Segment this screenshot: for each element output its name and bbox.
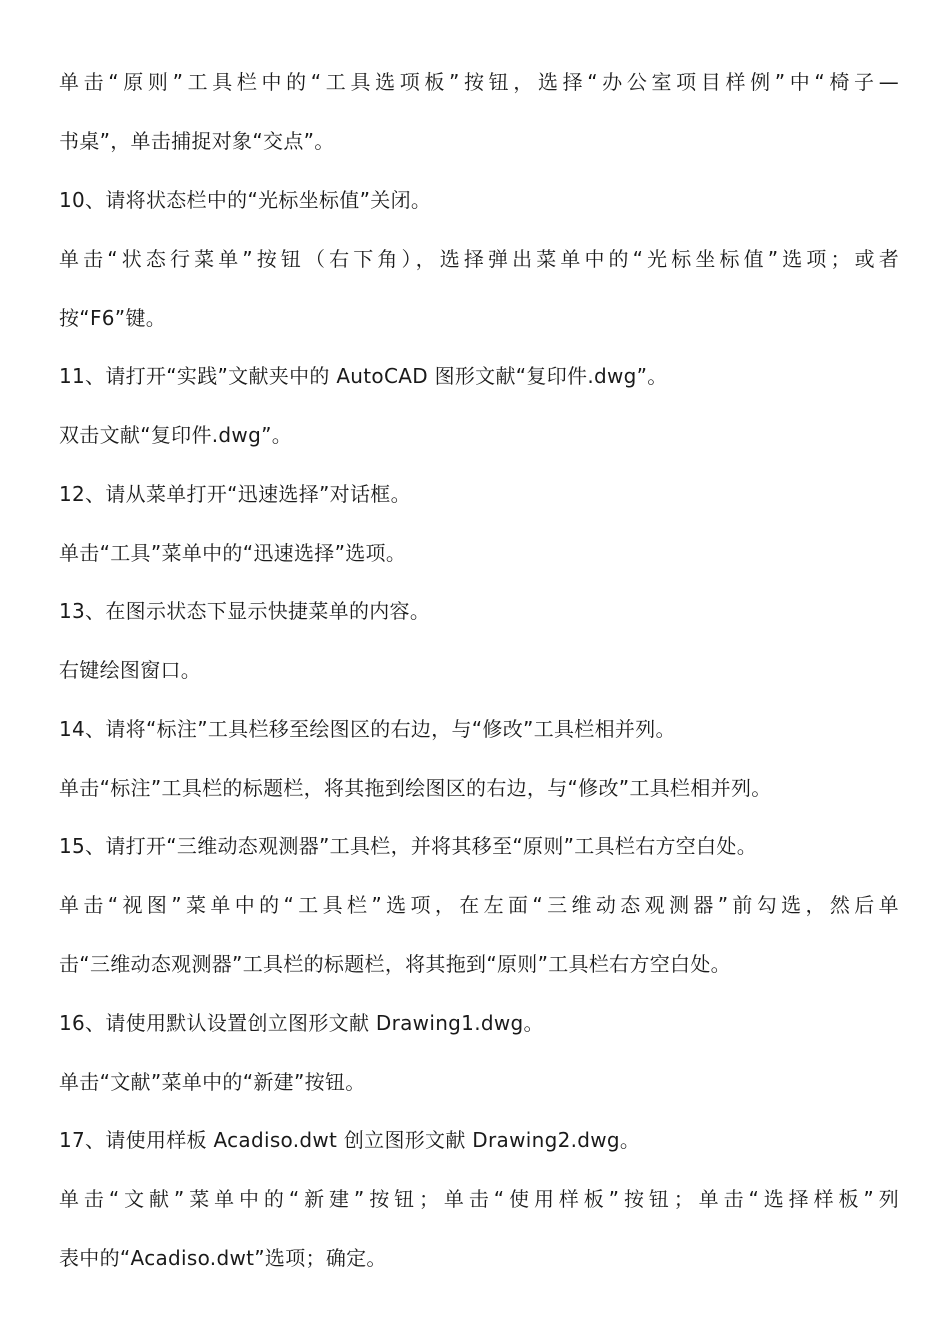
- text-line-1: 单击“原则”工具栏中的“工具选项板”按钮，选择“办公室项目样例”中“椅子—: [59, 70, 899, 94]
- text-line-2: 书桌”，单击捕捉对象“交点”。: [59, 129, 335, 153]
- text-line-9: 单击“工具”菜单中的“迅速选择”选项。: [59, 541, 407, 565]
- text-line-4: 单击“状态行菜单”按钮（右下角），选择弹出菜单中的“光标坐标值”选项；或者: [59, 247, 899, 271]
- text-line-17: 16、请使用默认设置创立图形文献 Drawing1.dwg。: [59, 1011, 544, 1035]
- text-line-15: 单击“视图”菜单中的“工具栏”选项，在左面“三维动态观测器”前勾选，然后单: [59, 893, 899, 917]
- text-line-8: 12、请从菜单打开“迅速选择”对话框。: [59, 482, 411, 506]
- text-line-19: 17、请使用样板 Acadiso.dwt 创立图形文献 Drawing2.dwg。: [59, 1128, 641, 1152]
- text-line-7: 双击文献“复印件.dwg”。: [59, 423, 293, 447]
- text-line-14: 15、请打开“三维动态观测器”工具栏，并将其移至“原则”工具栏右方空白处。: [59, 834, 757, 858]
- text-line-18: 单击“文献”菜单中的“新建”按钮。: [59, 1070, 366, 1094]
- text-line-13: 单击“标注”工具栏的标题栏，将其拖到绘图区的右边，与“修改”工具栏相并列。: [59, 776, 772, 800]
- text-line-16: 击“三维动态观测器”工具栏的标题栏，将其拖到“原则”工具栏右方空白处。: [59, 952, 731, 976]
- text-line-12: 14、请将“标注”工具栏移至绘图区的右边，与“修改”工具栏相并列。: [59, 717, 676, 741]
- text-line-11: 右键绘图窗口。: [59, 658, 202, 682]
- text-line-6: 11、请打开“实践”文献夹中的 AutoCAD 图形文献“复印件.dwg”。: [59, 364, 668, 388]
- text-line-21: 表中的“Acadiso.dwt”选项；确定。: [59, 1246, 387, 1270]
- text-line-20: 单击“文献”菜单中的“新建”按钮；单击“使用样板”按钮；单击“选择样板”列: [59, 1187, 899, 1211]
- text-line-10: 13、在图示状态下显示快捷菜单的内容。: [59, 599, 431, 623]
- text-line-3: 10、请将状态栏中的“光标坐标值”关闭。: [59, 188, 432, 212]
- text-line-5: 按“F6”键。: [59, 306, 167, 330]
